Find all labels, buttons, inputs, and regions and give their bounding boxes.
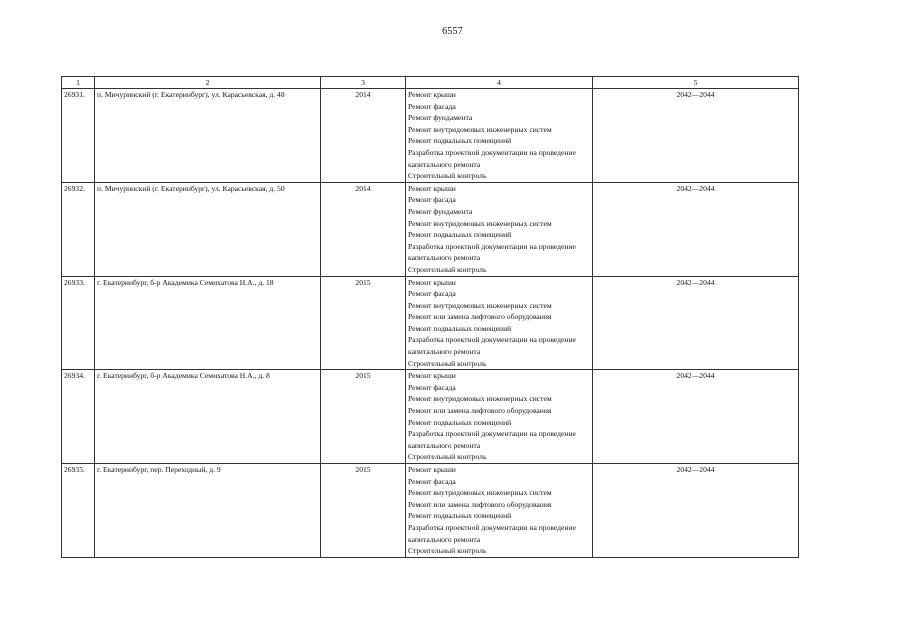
row-address: п. Мичуринский (г. Екатеринбург), ул. Карасьевская, д. 48 <box>95 89 321 183</box>
work-item: Ремонт фундамента <box>408 113 473 123</box>
row-works <box>406 370 593 464</box>
work-item: Ремонт фасада <box>408 476 456 486</box>
work-item: Разработка проектной документации на проведение капитального ремонта <box>408 429 576 450</box>
work-item: Ремонт или замена лифтового оборудования <box>408 499 552 509</box>
row-number: 26932. <box>62 182 95 276</box>
work-item: Ремонт подвальных помещений <box>408 511 512 521</box>
row-address: г. Екатеринбург, б-р Академика Семихатова Н.А., д. 8 <box>95 370 321 464</box>
page-number: 6557 <box>442 26 463 37</box>
row-period: 2042—2044 <box>593 276 799 370</box>
row-number: 26933. <box>62 276 95 370</box>
work-item: Ремонт внутридомовых инженерных систем <box>408 218 552 228</box>
column-header: 1 <box>62 77 95 89</box>
work-item: Ремонт внутридомовых инженерных систем <box>408 488 552 498</box>
work-item: Ремонт подвальных помещений <box>408 417 512 427</box>
work-item: Ремонт подвальных помещений <box>408 136 512 146</box>
table-row <box>62 276 799 370</box>
work-item: Строительный контроль <box>408 264 487 274</box>
work-item: Ремонт или замена лифтового оборудования <box>408 312 552 322</box>
work-item: Ремонт внутридомовых инженерных систем <box>408 300 552 310</box>
work-item: Разработка проектной документации на проведение капитального ремонта <box>408 522 576 544</box>
row-works <box>406 276 593 370</box>
row-year: 2015 <box>321 370 406 464</box>
header-row <box>62 77 799 89</box>
work-item: Ремонт подвальных помещений <box>408 230 512 240</box>
work-item: Ремонт крыши <box>408 465 456 474</box>
row-period: 2042—2044 <box>593 89 799 183</box>
row-address: п. Мичуринский (г. Екатеринбург), ул. Карасьевская, д. 50 <box>95 182 321 276</box>
work-item: Строительный контроль <box>408 546 487 556</box>
table-row <box>62 89 799 183</box>
work-item: Ремонт подвальных помещений <box>408 323 512 333</box>
work-item: Ремонт фасада <box>408 101 456 111</box>
work-item: Ремонт фундамента <box>408 206 473 216</box>
column-header: 5 <box>593 77 799 89</box>
work-item: Разработка проектной документации на проведение капитального ремонта <box>408 241 576 263</box>
row-works <box>406 464 593 558</box>
table-row <box>62 370 799 464</box>
work-item: Ремонт внутридомовых инженерных систем <box>408 124 552 134</box>
table-row <box>62 182 799 276</box>
row-works <box>406 182 593 276</box>
row-number: 26931. <box>62 89 95 183</box>
table-body <box>62 89 799 558</box>
column-header: 3 <box>321 77 406 89</box>
table-header <box>62 77 799 89</box>
row-period: 2042—2044 <box>593 370 799 464</box>
row-year: 2014 <box>321 182 406 276</box>
work-item: Строительный контроль <box>408 452 487 462</box>
row-number: 26935. <box>62 464 95 558</box>
work-item: Разработка проектной документации на проведение капитального ремонта <box>408 147 576 169</box>
row-period: 2042—2044 <box>593 182 799 276</box>
table-row <box>62 464 799 558</box>
work-item: Строительный контроль <box>408 358 487 368</box>
row-number: 26934. <box>62 370 95 464</box>
work-item: Разработка проектной документации на проведение капитального ремонта <box>408 335 576 357</box>
row-year: 2015 <box>321 464 406 558</box>
work-item: Ремонт крыши <box>408 277 456 287</box>
row-period: 2042—2044 <box>593 464 799 558</box>
work-item: Ремонт фасада <box>408 289 456 299</box>
work-item: Ремонт фасада <box>408 382 456 392</box>
work-item: Строительный контроль <box>408 171 487 181</box>
column-header: 2 <box>95 77 321 89</box>
work-item: Ремонт крыши <box>408 183 456 193</box>
row-year: 2015 <box>321 276 406 370</box>
work-item: Ремонт фасада <box>408 195 456 205</box>
row-address: г. Екатеринбург, пер. Переходный, д. 9 <box>95 464 321 558</box>
work-item: Ремонт внутридомовых инженерных систем <box>408 394 552 404</box>
row-year: 2014 <box>321 89 406 183</box>
row-address: г. Екатеринбург, б-р Академика Семихатова Н.А., д. 18 <box>95 276 321 370</box>
column-header: 4 <box>406 77 593 89</box>
repair-schedule-table <box>61 76 799 558</box>
work-item: Ремонт крыши <box>408 371 456 381</box>
row-works <box>406 89 593 183</box>
work-item: Ремонт или замена лифтового оборудования <box>408 406 552 416</box>
work-item: Ремонт крыши <box>408 90 456 99</box>
